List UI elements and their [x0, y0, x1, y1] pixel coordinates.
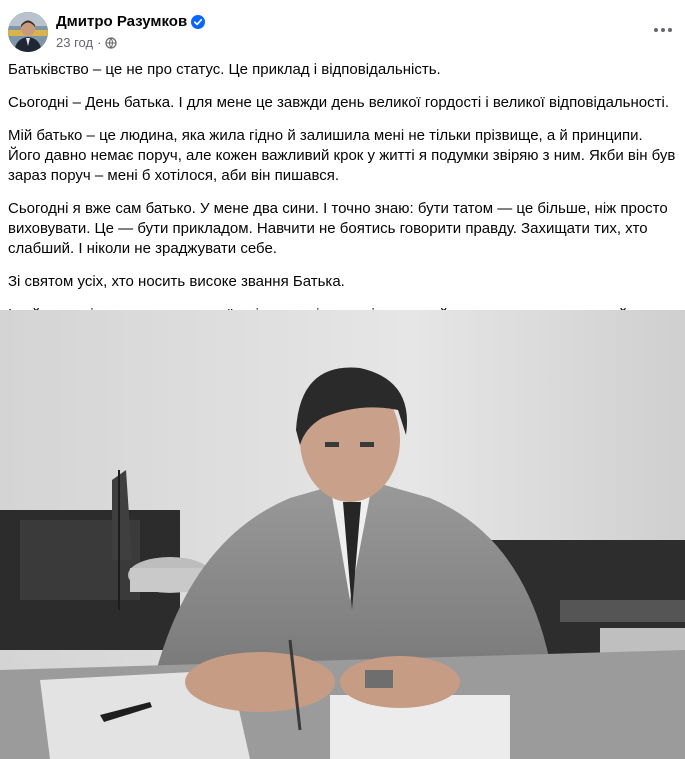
post-paragraph: Зі святом усіх, хто носить високе звання Батька.	[8, 273, 345, 290]
post-time[interactable]: 23 год	[56, 35, 94, 50]
post-paragraph: Сьогодні я вже сам батько. У мене два сини. І точно знаю: бути татом — це більше, ніж просто виховувати. Це — бути прикладом. Навчити не боятись говорити правду. Захищати тих, хто слабший. І ніколи не зраджувати себе.	[8, 200, 668, 257]
post-text	[8, 60, 678, 338]
more-horizontal-icon	[653, 27, 673, 33]
black-and-white-office-portrait	[0, 310, 685, 759]
more-options-button[interactable]	[651, 18, 675, 42]
author-name[interactable]: Дмитро Разумков	[56, 13, 188, 30]
globe-icon[interactable]	[105, 37, 117, 49]
post-meta	[56, 35, 117, 50]
post-paragraph: Мій батько – це людина, яка жила гідно й залишила мені не тільки прізвище, а й принципи. Його давно немає поруч, але кожен важливий крок у житті я подумки звіряю з ним. Якби він був зараз поруч – мені б хотілося, аби він пишався.	[8, 127, 676, 184]
verified-badge-icon	[191, 15, 205, 29]
post-paragraph: Батьківство – це не про статус. Це приклад і відповідальність.	[8, 61, 441, 78]
author-name-row[interactable]	[56, 13, 205, 30]
avatar[interactable]	[8, 12, 48, 52]
meta-separator: ·	[97, 35, 102, 50]
post-photo[interactable]	[0, 310, 685, 759]
post-paragraph: Сьогодні – День батька. І для мене це завжди день великої гордості і великої відповідальності.	[8, 94, 669, 111]
post-header	[0, 0, 685, 62]
